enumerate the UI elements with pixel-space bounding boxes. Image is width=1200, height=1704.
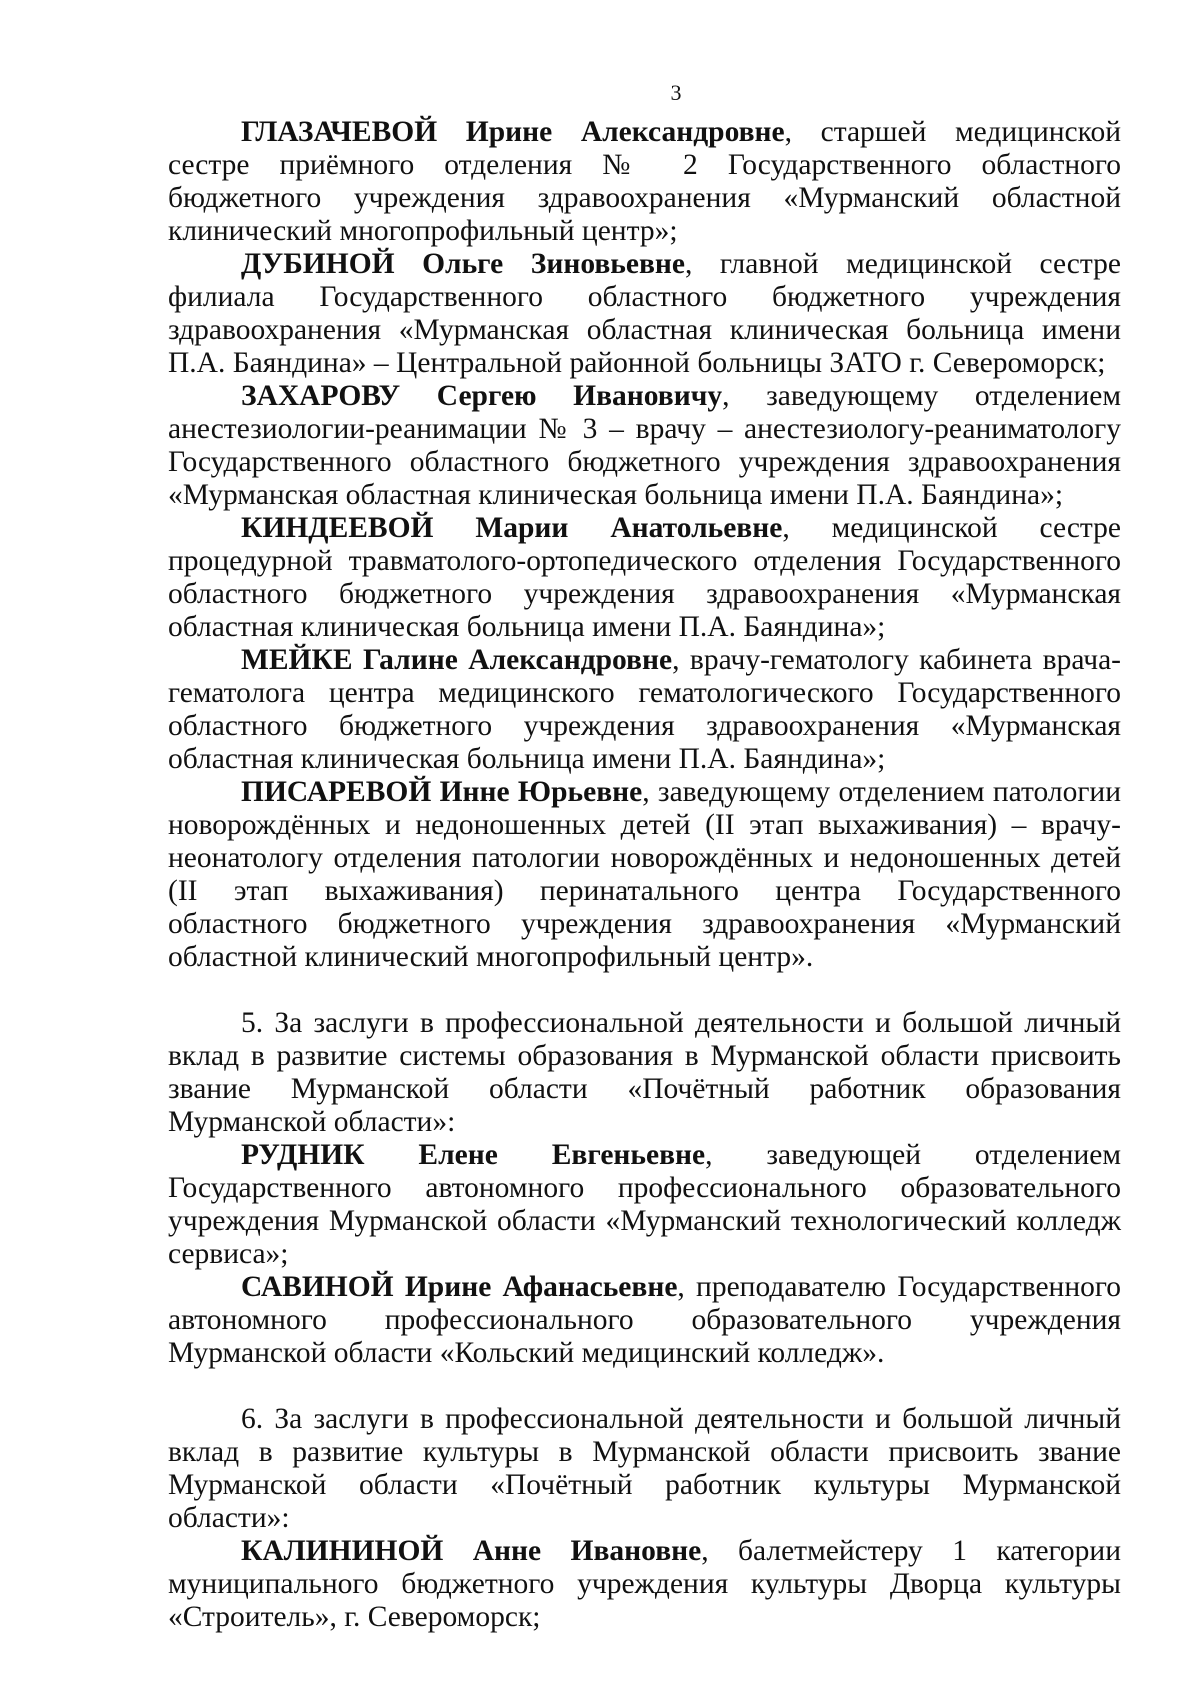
section-paragraph: 5. За заслуги в профессиональной деятельности и большой личный вклад в развитие системы образования в Мурманской области присвоить звание Мурманской области «Почётный работник образования Мурманской области»: [168, 1007, 1121, 1138]
recipient-name: ГЛАЗАЧЕВОЙ Ирине Александровне [241, 116, 785, 148]
paragraph-gap [168, 1370, 1121, 1403]
award-entry [168, 644, 1121, 776]
recipient-name: ЗАХАРОВУ Сергею Ивановичу [241, 380, 723, 412]
recipient-position: , заведующему отделением патологии новорождённых и недоношенных детей (II этап выхаживания) – врачу-неонатологу отделения патологии новорождённых и недоношенных детей (II этап выхаживания) перинатального центра Государственного областного бюджетного учреждения здравоохранения «Мурманский областной клинический многопрофильный центр». [168, 776, 1121, 973]
award-entry [168, 380, 1121, 512]
award-entry [168, 512, 1121, 644]
recipient-name: ДУБИНОЙ Ольге Зиновьевне [241, 248, 685, 280]
page-number: 3 [670, 80, 682, 105]
recipient-name: МЕЙКЕ Галине Александровне [241, 644, 673, 676]
award-entry [168, 776, 1121, 974]
recipient-name: ПИСАРЕВОЙ Инне Юрьевне [241, 776, 643, 808]
recipient-position: , врачу-гематологу кабинета врача-гематолога центра медицинского гематологического Государственного областного бюджетного учреждения здравоохранения «Мурманская областная клиническая больница имени П.А. Баяндина»; [168, 644, 1121, 775]
award-entry [168, 248, 1121, 380]
document-body [168, 116, 1121, 1634]
recipient-position: , заведующей отделением Государственного автономного профессионального образовательного учреждения Мурманской области «Мурманский технологический колледж сервиса»; [168, 1139, 1121, 1270]
award-entry [168, 116, 1121, 248]
recipient-name: САВИНОЙ Ирине Афанасьевне [241, 1271, 678, 1303]
recipient-position: , балетмейстеру 1 категории муниципального бюджетного учреждения культуры Дворца культуры «Строитель», г. Североморск; [168, 1535, 1122, 1633]
award-entry [168, 1139, 1121, 1271]
recipient-name: РУДНИК Елене Евгеньевне [241, 1139, 706, 1171]
recipient-position: , заведующему отделением анестезиологии-реанимации № 3 – врачу – анестезиологу-реаниматологу Государственного областного бюджетного учреждения здравоохранения «Мурманская областная клиническая больница имени П.А. Баяндина»; [168, 380, 1121, 511]
section-paragraph: 6. За заслуги в профессиональной деятельности и большой личный вклад в развитие культуры в Мурманской области присвоить звание Мурманской области «Почётный работник культуры Мурманской области»: [168, 1403, 1121, 1534]
recipient-position: , медицинской сестре процедурной травматолого-ортопедического отделения Государственного областного бюджетного учреждения здравоохранения «Мурманская областная клиническая больница имени П.А. Баяндина»; [168, 512, 1122, 643]
recipient-name: КАЛИНИНОЙ Анне Ивановне [241, 1535, 702, 1567]
award-entry [168, 1271, 1121, 1370]
recipient-position: , старшей медицинской сестре приёмного отделения № 2 Государственного областного бюджетного учреждения здравоохранения «Мурманский областной клинический многопрофильный центр»; [168, 116, 1121, 247]
paragraph-gap [168, 974, 1121, 1007]
recipient-position: , преподавателю Государственного автономного профессионального образовательного учреждения Мурманской области «Кольский медицинский колледж». [168, 1271, 1121, 1369]
recipient-name: КИНДЕЕВОЙ Марии Анатольевне [241, 512, 783, 544]
recipient-position: , главной медицинской сестре филиала Государственного областного бюджетного учреждения здравоохранения «Мурманская областная клиническая больница имени П.А. Баяндина» – Центральной районной больницы ЗАТО г. Североморск; [168, 248, 1121, 379]
award-entry [168, 1535, 1121, 1634]
